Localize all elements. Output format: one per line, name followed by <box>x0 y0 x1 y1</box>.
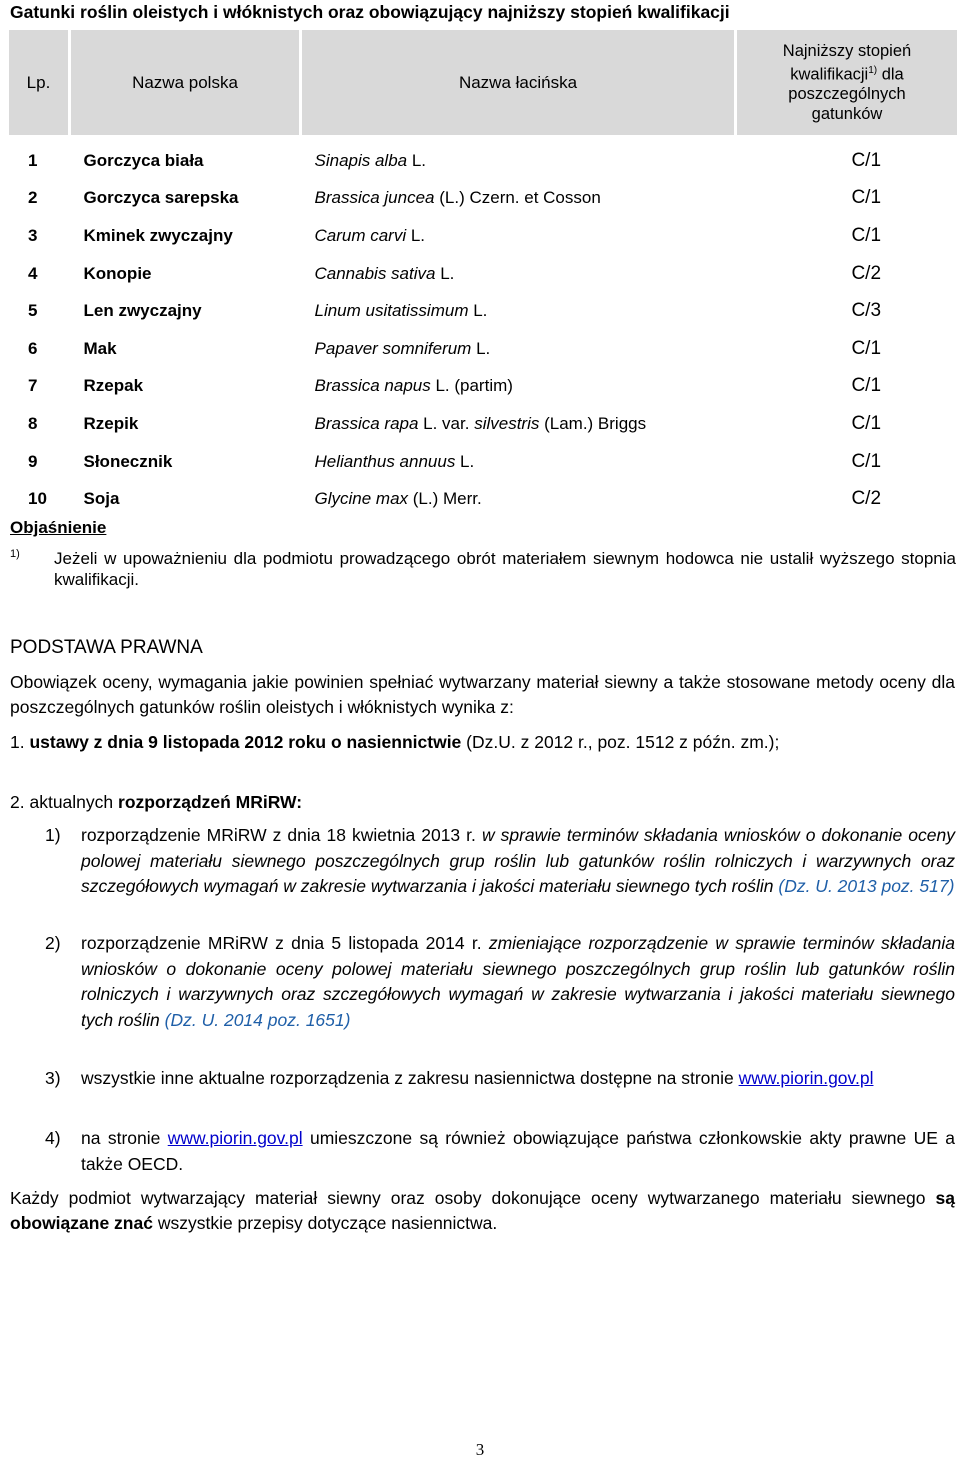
species-table <box>9 30 957 518</box>
polish-name: Rzepik <box>83 413 139 433</box>
footnote-marker: 1) <box>10 548 20 560</box>
table-header-row <box>9 30 957 135</box>
latin-name: Sinapis alba L. <box>314 150 427 170</box>
polish-name: Gorczyca biała <box>83 150 204 170</box>
polish-name: Słonecznik <box>83 451 173 471</box>
polish-name: Konopie <box>83 263 152 283</box>
table-row <box>9 443 957 481</box>
header-polish-name: Nazwa polska <box>70 30 301 135</box>
table-row <box>9 330 957 368</box>
header-qualification: Najniższy stopień kwalifikacji$^{1)}$ dla poszczególnych gatunków <box>736 30 958 135</box>
regulation-item-2: 2) rozporządzenie MRiRW z dnia 5 listopada 2014 r. zmieniające rozporządzenie w sprawie terminów składania wniosków o dokonanie oceny polowej materiału siewnego poszczególnych grup roślin lub gatunków roślin rolniczych i warzywnych oraz szczegółowych wymagań w zakresie wytwarzania i jakości materiału siewnego tych roślin (Dz. U. 2014 poz. 1651) <box>45 933 955 1030</box>
piorin-link[interactable]: www.piorin.gov.pl <box>738 1068 874 1088</box>
piorin-link[interactable]: www.piorin.gov.pl <box>167 1128 303 1148</box>
polish-name: Soja <box>83 489 120 509</box>
row-number: 9 <box>28 451 38 471</box>
header-latin-name: Nazwa łacińska <box>301 30 736 135</box>
latin-name: Papaver somniferum L. <box>314 338 491 358</box>
explanation-heading: Objaśnienie <box>10 518 107 537</box>
closing-paragraph: Każdy podmiot wytwarzający materiał siewny oraz osoby dokonujące oceny wytwarzanego materiału siewnego są obowiązane znać wszystkie przepisy dotyczące nasiennictwa. <box>10 1188 955 1233</box>
table-row <box>9 255 957 293</box>
latin-name: Carum carvi L. <box>314 225 426 245</box>
qualification-grade: C/1 <box>851 375 882 397</box>
table-row <box>9 142 957 180</box>
row-number: 4 <box>28 263 38 283</box>
polish-name: Gorczyca sarepska <box>83 188 239 208</box>
table-row <box>9 480 957 518</box>
latin-name: Brassica rapa L. var. silvestris (Lam.) Briggs <box>314 413 647 433</box>
regulation-item-1: 1) rozporządzenie MRiRW z dnia 18 kwietnia 2013 r. w sprawie terminów składania wniosków o dokonanie oceny polowej materiału siewnego poszczególnych grup roślin lub gatunków roślin rolniczych i warzywnych oraz szczegółowych wymagań w zakresie wytwarzania i jakości materiału siewnego tych roślin (Dz. U. 2013 poz. 517) <box>45 825 955 896</box>
legal-intro: Obowiązek oceny, wymagania jakie powinien spełniać wytwarzany materiał siewny a także stosowane metody oceny dla poszczególnych gatunków roślin oleistych i włóknistych wynika z: <box>10 672 955 717</box>
reference-link[interactable]: (Dz. U. 2013 poz. 517) <box>773 876 955 896</box>
qualification-grade: C/2 <box>851 488 882 510</box>
qualification-grade: C/1 <box>851 187 882 209</box>
latin-name: Brassica juncea (L.) Czern. et Cosson <box>314 188 601 208</box>
latin-name: Glycine max (L.) Merr. <box>314 489 482 509</box>
qualification-grade: C/3 <box>851 300 882 322</box>
row-number: 5 <box>28 301 38 321</box>
regulation-item-4: 4) na stronie www.piorin.gov.pl umieszczone są również obowiązujące państwa członkowskie akty prawne UE a także OECD. <box>45 1128 955 1174</box>
table-row <box>9 180 957 218</box>
row-number: 7 <box>28 376 38 396</box>
regulation-item-3: 3) wszystkie inne aktualne rozporządzenia z zakresu nasiennictwa dostępne na stronie www.piorin.gov.pl <box>45 1068 874 1088</box>
header-lp: Lp. <box>9 30 70 135</box>
polish-name: Len zwyczajny <box>83 301 202 321</box>
qualification-grade: C/2 <box>851 262 882 284</box>
row-number: 3 <box>28 225 38 245</box>
row-number: 2 <box>28 188 38 208</box>
latin-name: Cannabis sativa L. <box>314 263 455 283</box>
qualification-grade: C/1 <box>851 337 882 359</box>
legal-item-1: 1. ustawy z dnia 9 listopada 2012 roku o nasiennictwie (Dz.U. z 2012 r., poz. 1512 z późn. zm.); <box>10 732 780 752</box>
row-number: 10 <box>28 489 47 509</box>
polish-name: Kminek zwyczajny <box>83 225 233 245</box>
page-title: Gatunki roślin oleistych i włóknistych oraz obowiązujący najniższy stopień kwalifikacji <box>10 2 730 22</box>
footnote-text: Jeżeli w upoważnieniu dla podmiotu prowadzącego obrót materiałem siewnym hodowca nie ustalił wyższego stopnia kwalifikacji. <box>54 549 956 589</box>
page-number: 3 <box>475 1440 485 1459</box>
qualification-grade: C/1 <box>851 149 882 171</box>
table-row <box>9 292 957 330</box>
row-number: 1 <box>28 150 38 170</box>
row-number: 8 <box>28 413 38 433</box>
polish-name: Mak <box>83 338 117 358</box>
qualification-grade: C/1 <box>851 412 882 434</box>
table-row <box>9 368 957 406</box>
table-row <box>9 217 957 255</box>
legal-basis-heading: PODSTAWA PRAWNA <box>10 637 203 658</box>
qualification-grade: C/1 <box>851 450 882 472</box>
legal-item-2: 2. aktualnych rozporządzeń MRiRW: <box>10 792 303 812</box>
table-row <box>9 405 957 443</box>
reference-link[interactable]: (Dz. U. 2014 poz. 1651) <box>164 1009 351 1030</box>
polish-name: Rzepak <box>83 376 144 396</box>
latin-name: Helianthus annuus L. <box>314 451 475 471</box>
qualification-grade: C/1 <box>851 224 882 246</box>
row-number: 6 <box>28 338 38 358</box>
latin-name: Brassica napus L. (partim) <box>314 376 513 396</box>
latin-name: Linum usitatissimum L. <box>314 301 488 321</box>
